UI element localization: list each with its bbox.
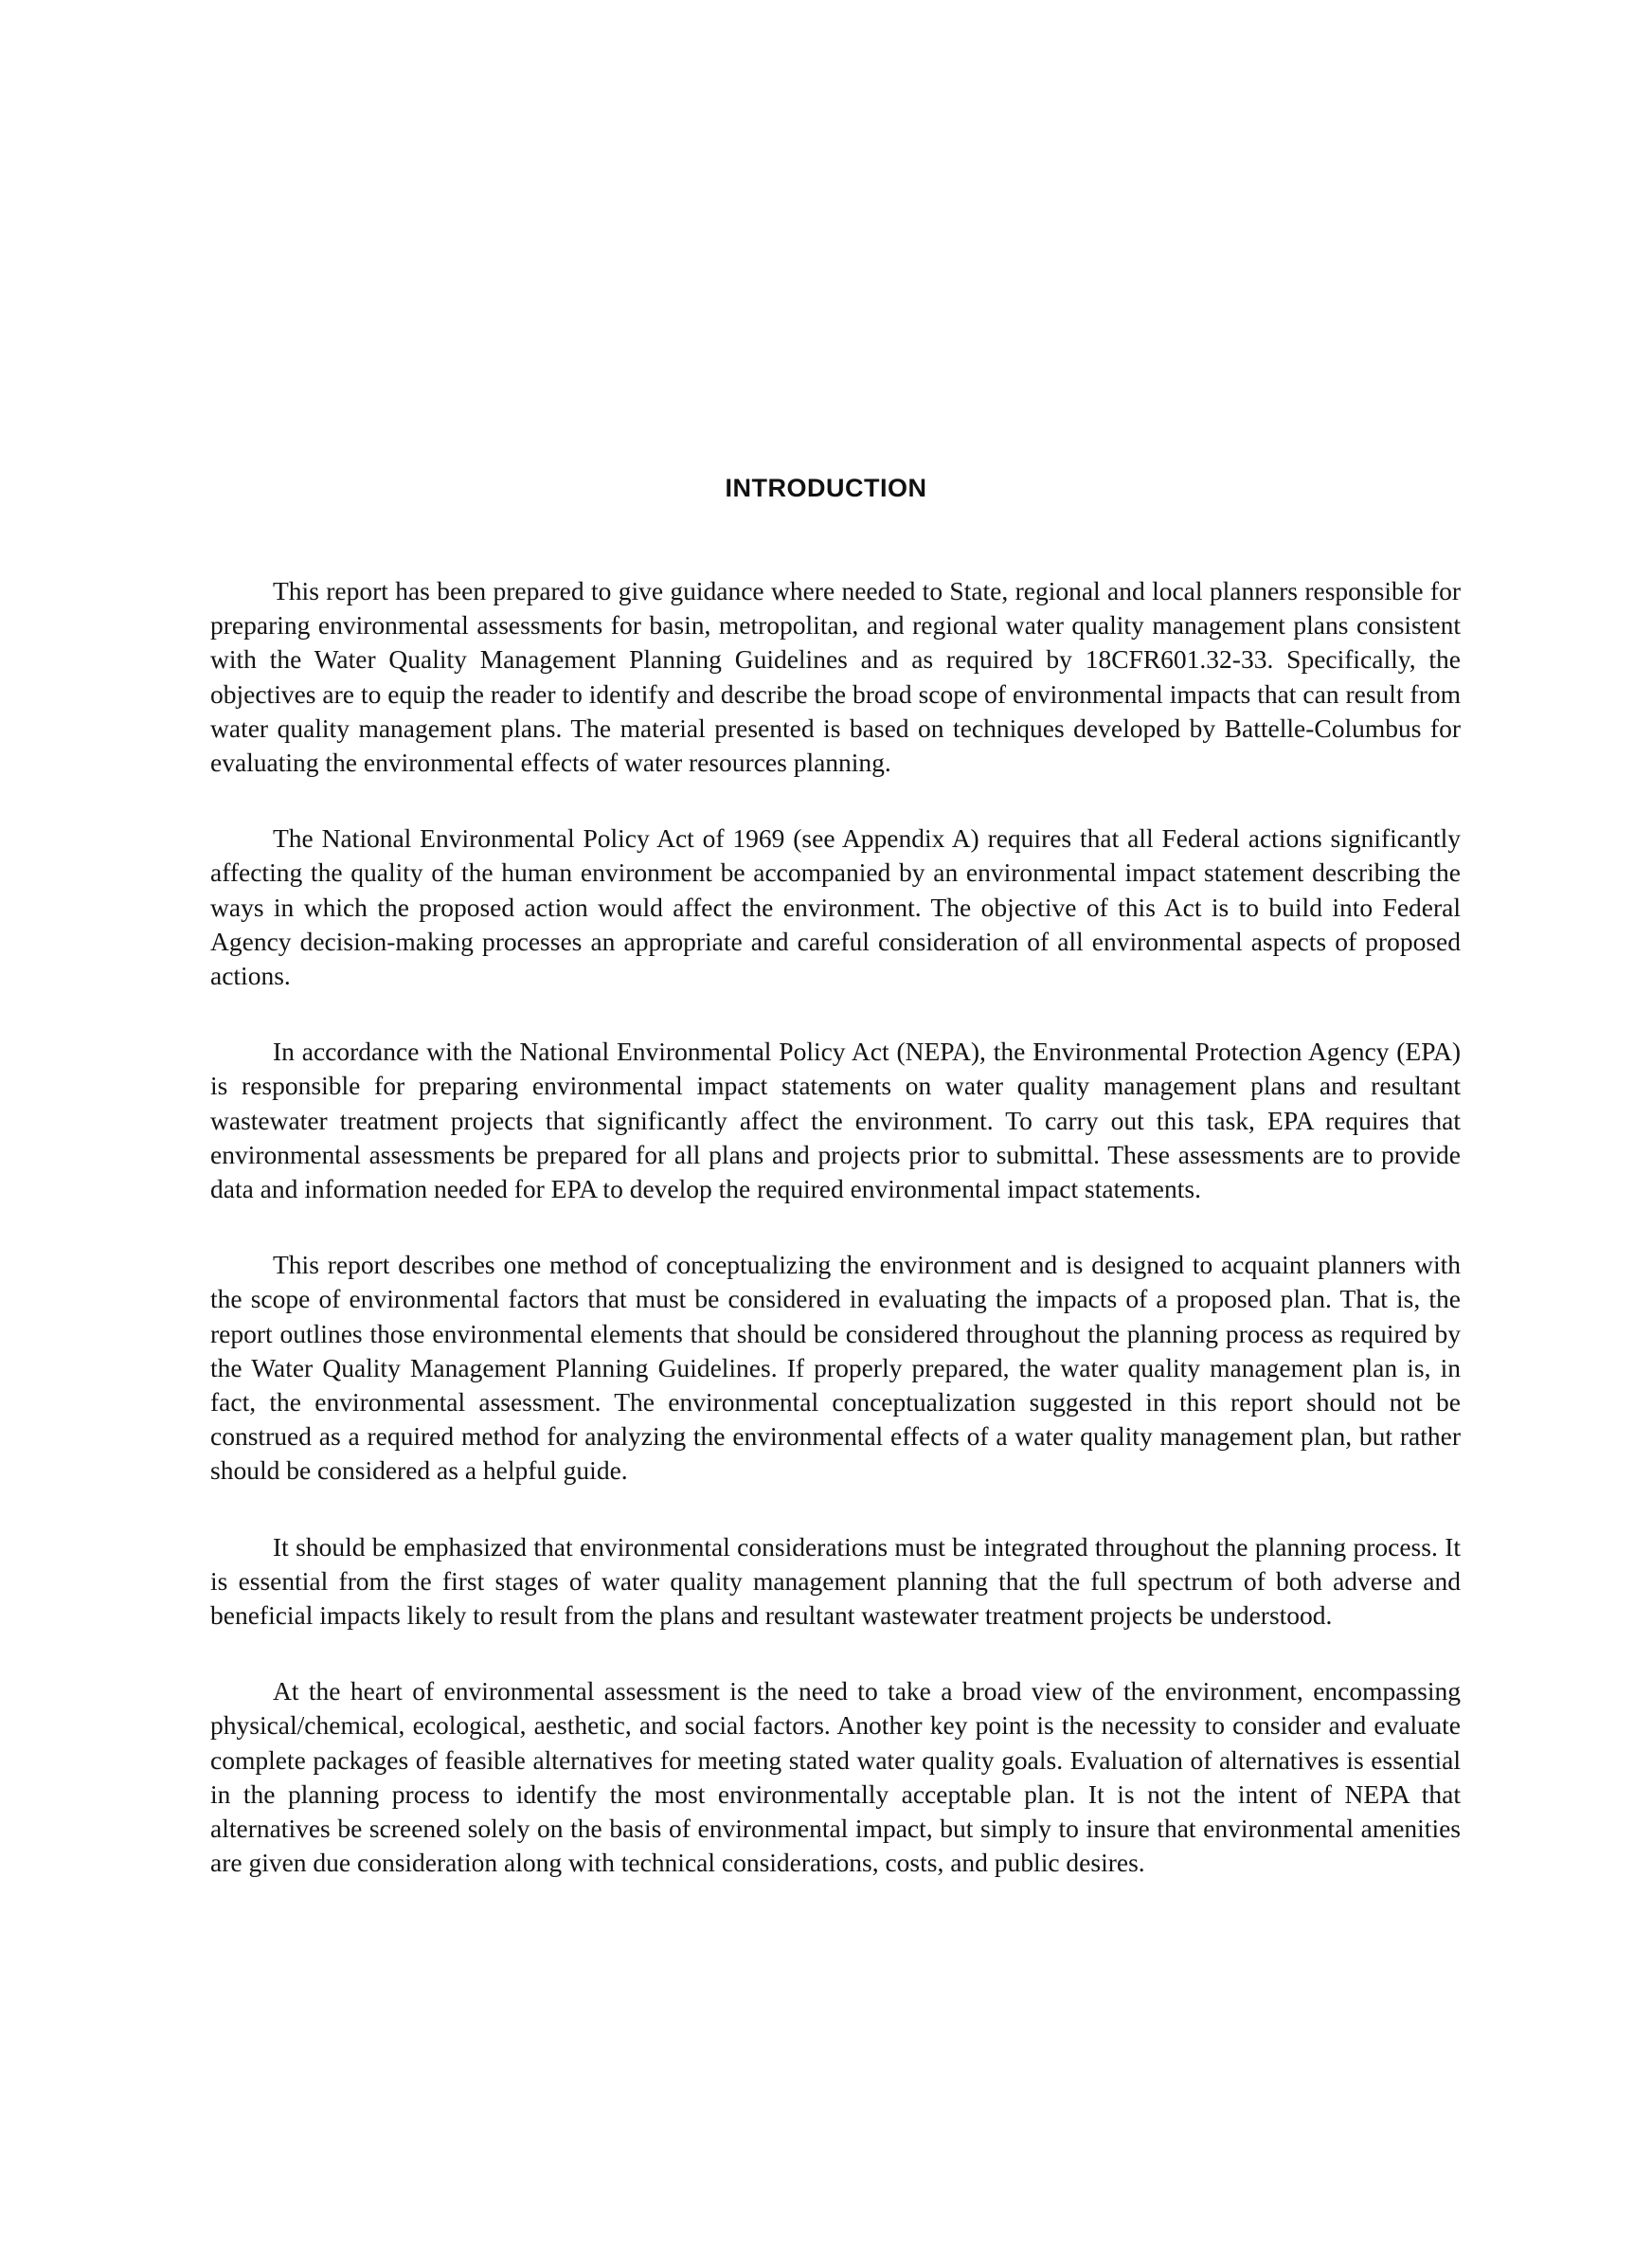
page-title: INTRODUCTION [725, 474, 927, 502]
paragraph-integration: It should be emphasized that environmental considerations must be integrated throughout the planning process. It is essential from the first stages of water quality management planning that the full spectrum of both adverse and beneficial impacts likely to result from the plans and resultant wastewater treatment projects be understood. [210, 1531, 1461, 1631]
paragraph-nepa-requirements: The National Environmental Policy Act of 1969 (see Appendix A) requires that all Federal actions significantly affecting the quality of the human environment be accompanied by an environmental impact statement describing the ways in which the proposed action would affect the environment. The objective of this Act is to build into Federal Agency decision-making processes an appropriate and careful consideration of all environmental aspects of proposed actions. [210, 823, 1461, 991]
paragraph-report-method: This report describes one method of conceptualizing the environment and is designed to acquaint planners with the scope of environmental factors that must be considered in evaluating the impacts of a proposed plan. That is, the report outlines those environmental elements that should be considered throughout the planning process as required by the Water Quality Management Planning Guidelines. If properly prepared, the water quality management plan is, in fact, the environmental assessment. The environmental conceptualization suggested in this report should not be construed as a required method for analyzing the environmental effects of a water quality management plan, but rather should be considered as a helpful guide. [210, 1250, 1461, 1486]
body-text [210, 574, 1461, 1923]
paragraph-broad-view: At the heart of environmental assessment is the need to take a broad view of the environment, encompassing physical/chemical, ecological, aesthetic, and social factors. Another key point is the necessity to consider and evaluate complete packages of feasible alternatives for meeting stated water quality goals. Evaluation of alternatives is essential in the planning process to identify the most environmentally acceptable plan. It is not the intent of NEPA that alternatives be screened solely on the basis of environmental impact, but simply to insure that environmental amenities are given due consideration along with technical considerations, costs, and public desires. [210, 1676, 1461, 1878]
paragraph-purpose: This report has been prepared to give guidance where needed to State, regional and local planners responsible for preparing environmental assessments for basin, metropolitan, and regional water quality management plans consistent with the Water Quality Management Planning Guidelines and as required by 18CFR601.32-33. Specifically, the objectives are to equip the reader to identify and describe the broad scope of environmental impacts that can result from water quality management plans. The material presented is based on techniques developed by Battelle-Columbus for evaluating the environmental effects of water resources planning. [210, 576, 1461, 778]
paragraph-epa-responsibility: In accordance with the National Environmental Policy Act (NEPA), the Environmental Protection Agency (EPA) is responsible for preparing environmental impact statements on water quality management plans and resultant wastewater treatment projects that significantly affect the environment. To carry out this task, EPA requires that environmental assessments be prepared for all plans and projects prior to submittal. These assessments are to provide data and information needed for EPA to develop the required environmental impact statements. [210, 1037, 1461, 1204]
